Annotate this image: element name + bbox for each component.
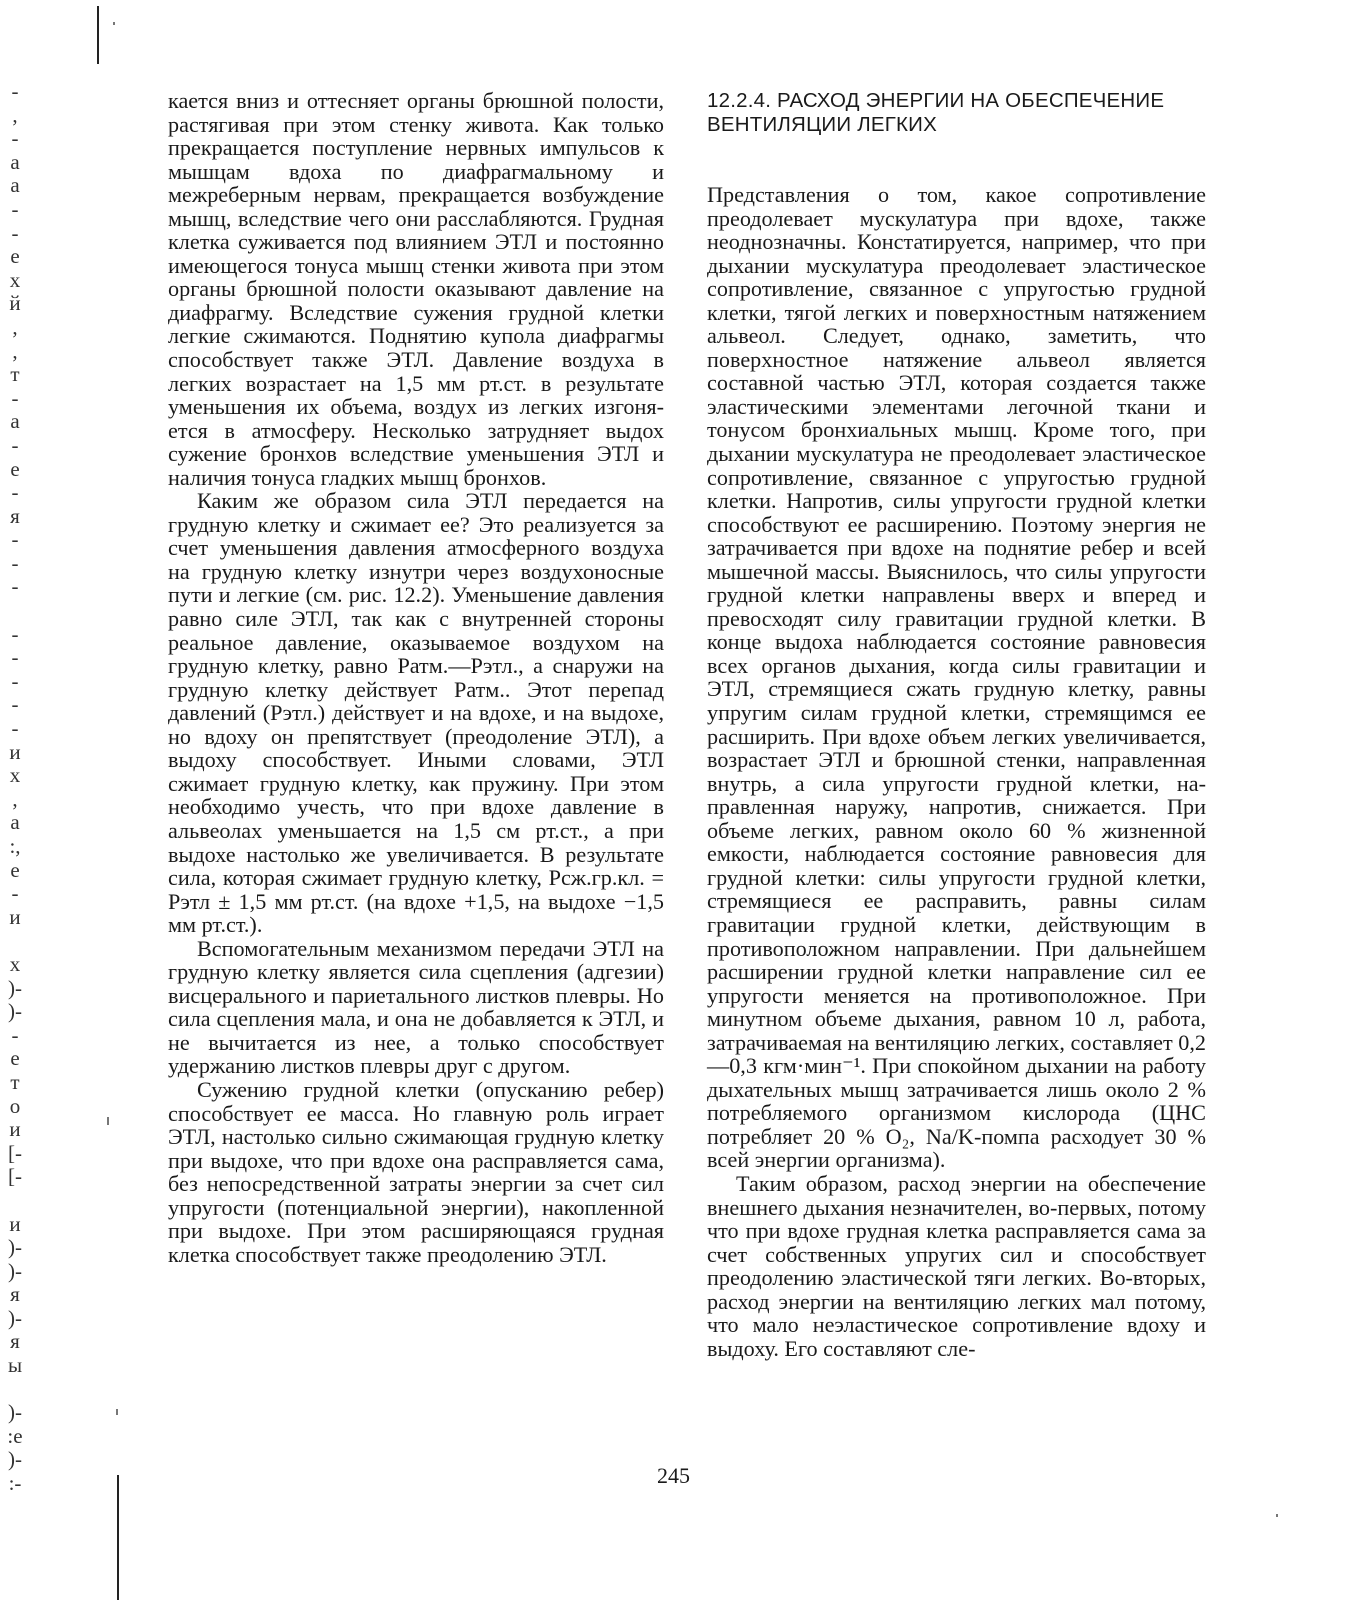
left-paragraph-3: Вспомогательным механизмом передачи ЭТЛ на грудную клетку является сила сцепления (адгезии) висцерального и париетального листков плевры. Но сила сцепления мала, и она не добавляется к ЭТЛ, и не вычитается из нее, а только способствует удержанию листков плевры друг с другом. — [168, 935, 664, 1079]
scan-speck — [116, 1409, 118, 1415]
scan-speck — [1276, 1514, 1278, 1517]
right-paragraph-1: Представления о том, какое сопротивление преодолевает мускулатура при вдохе, также неоднозначны. Констатируется, например, что при дыхании мускулатура преодолевает эластическое сопротивление, связанное с упругостью грудной клетки, тягой легких и поверхностным натяжением альвеол. Следует, однако, заметить, что поверхностное натяжение альвеол является составной частью ЭТЛ, которая создается также эластическими элементами легочной ткани и тонусом бронхиальных мышц. Кроме того, при дыхании мускулатура не преодолевает эластическое сопротивление, связанное с упругостью грудной клетки. Напротив, силы упругости грудной клетки способствуют ее расширению. Поэтому энергия не затрачивается при вдохе на поднятие ребер и всей мышечной массы. Выяснилось, что силы упругости грудной клетки направлены вверх и вперед и превосходят силу гравитации грудной клетки. В конце выдоха наблюдается состояние равновесия всех органов дыхания, когда силы гравитации и ЭТЛ, стремящиеся сжать грудную клетку, равны упругим силам грудной клетки, стремящимся ее расширить. При вдохе объем легких увеличивается, возрастает ЭТЛ и брюшной стенки, направленная внутрь, а сила упругости грудной клетки, направленная наружу, напротив, снижается. При объеме легких, равном около 60 % жизненной емкости, наблюдается состояние равновесия для грудной клетки: силы упругости грудной клетки, стремящиеся ее расправить, равны силам гравитации грудной клетки, действующим в противоположном направлении. При дальнейшем расширении грудной клетки направление сил ее упругости меняется на противоположное. При минутном объеме дыхания, равном 10 л, работа, затрачиваемая на вентиляцию легких, составляет 0,2—0,3 кгм·мин⁻¹. При спокойном дыхании на работу дыхательных мышц затрачивается лишь около 2 % потребляемого организмом кислорода (ЦНС потребляет 20 % O₂, Na/K-помпа расходует 30 % всей энергии организма). — [707, 182, 1206, 1173]
previous-page-bleed-text: - , - а а - - е х й , , т - а - е - я - - - - - - - - и х , а :, е - и х )- )- - е т о и [- [- и )- )- я )- я ы )- :е )- :- — [7, 79, 23, 1496]
right-paragraph-2: Таким образом, расход энергии на обеспечение внешнего дыхания незначителен, во-первых, потому что при вдохе грудная клетка расправляется сама за счет собственных упругих сил и способствует преодолению эластической тяги легких. Во-вторых, расход энергии на вентиляцию легких мал потому, что мало неэластическое сопротивление вдоху и выдоху. Его составляют сле- — [707, 1170, 1206, 1361]
right-column — [707, 89, 1206, 1360]
left-column — [168, 89, 664, 1266]
section-heading: 12.2.4. РАСХОД ЭНЕРГИИ НА ОБЕСПЕЧЕНИЕ ВЕНТИЛЯЦИИ ЛЕГКИХ — [707, 89, 1165, 136]
scan-speck — [113, 22, 115, 25]
page-number: 245 — [657, 1463, 690, 1488]
scan-edge-mark-top — [97, 6, 99, 64]
scan-edge-mark-bottom — [117, 1475, 119, 1600]
scan-speck — [107, 1117, 109, 1125]
left-paragraph-4: Сужению грудной клетки (опусканию ребер) способствует ее масса. Но главную роль играет ЭТЛ, настолько сильно сжимающая грудную клетку при выдохе, что при вдохе она расправляется сама, без непосредственной затраты энергии за счет сил упругости (потенциальной энергии), накопленной при выдохе. При этом расширяющаяся грудная клетка способствует также преодолению ЭТЛ. — [168, 1076, 664, 1267]
left-paragraph-1: кается вниз и оттесняет органы брюшной полости, растягивая при этом стенку живота. Как только прекращается поступление нервных импульсов к мышцам вдоха по диафрагмальному и межреберным нервам, прекращается возбуждение мышц, вследствие чего они расслабляются. Грудная клетка суживается под влиянием ЭТЛ и постоянно имеющегося тонуса мышц стенки живота при этом органы брюшной полости оказывают давление на диафрагму. Вследствие сужения грудной клетки легкие сжимаются. Поднятию купола диафрагмы способствует также ЭТЛ. Давление воздуха в легких возрастает на 1,5 мм рт.ст. в результате уменьшения их объема, воздух из легких изгоняется в атмосферу. Несколько затрудняет выдох сужение бронхов вследствие уменьшения ЭТЛ и наличия тонуса гладких мышц бронхов. — [168, 88, 664, 490]
left-paragraph-2: Каким же образом сила ЭТЛ передается на грудную клетку и сжимает ее? Это реализуется за счет уменьшения давления атмосферного воздуха на грудную клетку изнутри через воздухоносные пути и легкие (см. рис. 12.2). Уменьшение давления равно силе ЭТЛ, так как с внутренней стороны реальное давление, оказываемое воздухом на грудную клетку, равно Pатм.—Pэтл., а снаружи на грудную клетку действует Pатм.. Этот перепад давлений (Pэтл.) действует и на вдохе, и на выдохе, но вдоху он препятствует (преодоление ЭТЛ), а выдоху способствует. Иными словами, ЭТЛ сжимает грудную клетку, как пружину. При этом необходимо учесть, что при вдохе давление в альвеолах уменьшается на 1,5 см рт.ст., а при выдохе настолько же увеличивается. В результате сила, которая сжимает грудную клетку, Pсж.гр.кл. = Pэтл ± 1,5 мм рт.ст. (на вдохе +1,5, на выдохе −1,5 мм рт.ст.). — [168, 488, 664, 938]
